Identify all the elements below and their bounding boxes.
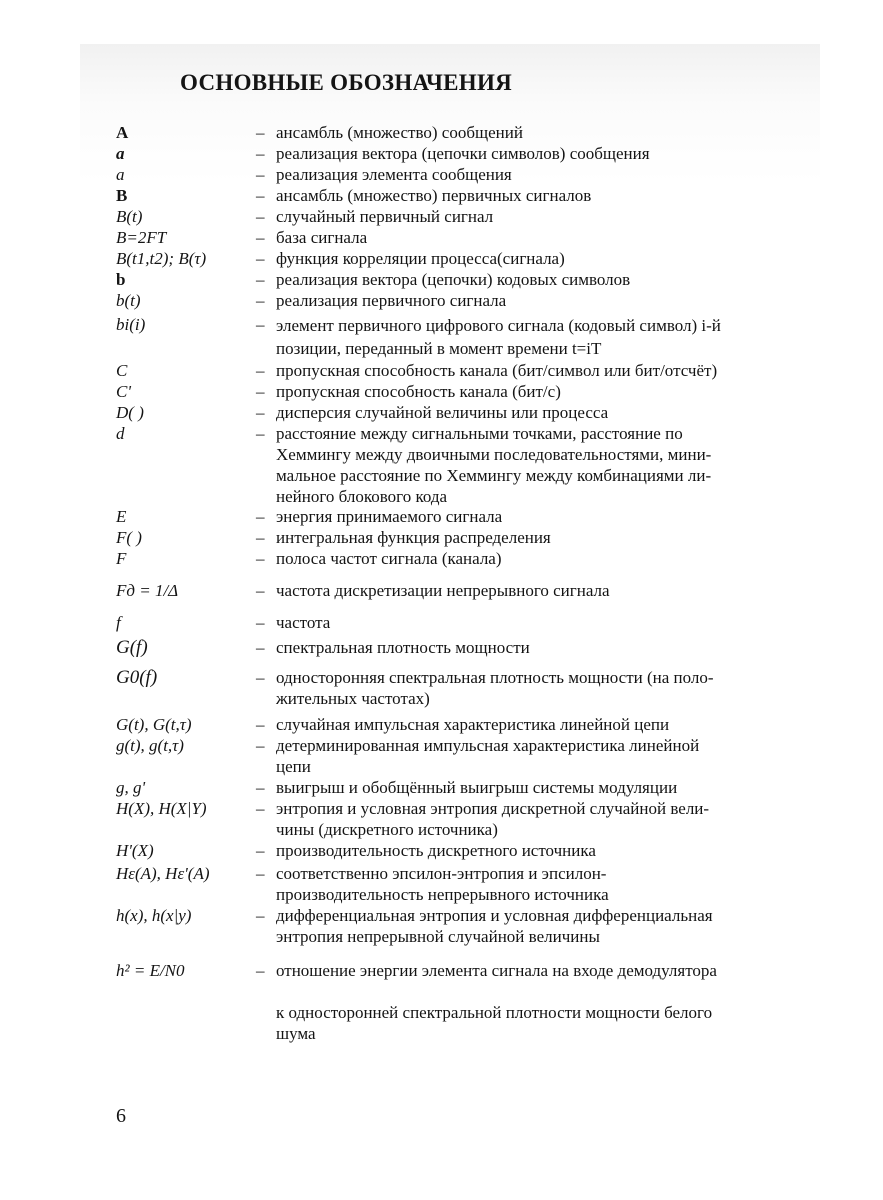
entry-symbol: b(t) [116,291,141,310]
entry-dash: – [256,778,265,797]
entry-definition: пропускная способность канала (бит/символ или бит/отсчёт) [276,361,718,380]
entry-symbol: f [116,613,121,632]
entry-symbol: F [116,549,127,568]
entry-row [0,960,883,1043]
entry-row [0,905,883,945]
entry-symbol: Fд = 1/Δ [116,581,179,600]
entry-row [0,667,883,707]
entry-dash: – [256,186,265,205]
entry-symbol: C' [116,382,131,401]
entry-definition: элемент первичного цифрового сигнала (кодовый символ) i-й позиции, переданный в момент времени t=iT [276,316,721,358]
page-number: 6 [116,1105,126,1127]
entry-symbol: B [116,186,128,205]
entry-definition: случайный первичный сигнал [276,207,494,226]
entry-dash: – [256,841,265,860]
entry-definition: производительность дискретного источника [276,841,596,860]
entry-dash: – [256,549,265,568]
entry-definition: полоса частот сигнала (канала) [276,549,502,568]
entry-symbol: g, g' [116,778,146,797]
entry-dash: – [256,581,265,600]
entry-definition: ансамбль (множество) сообщений [276,123,523,142]
entry-dash: – [256,315,265,334]
entry-symbol: G0(f) [116,667,158,688]
entry-definition: детерминированная импульсная характеристика линейной цепи [276,736,700,776]
entry-symbol: B(t) [116,207,143,226]
entry-symbol: E [116,507,127,526]
entry-dash: – [256,382,265,401]
entry-symbol: a [116,165,125,184]
entry-dash: – [256,424,265,443]
entry-symbol: G(f) [116,637,148,658]
entry-symbol: C [116,361,128,380]
entry-definition: дифференциальная энтропия и условная дифференциальная энтропия непрерывной случайной величины [276,906,713,946]
entry-definition: частота [276,613,331,632]
entry-dash: – [256,165,265,184]
entry-dash: – [256,123,265,142]
entry-dash: – [256,144,265,163]
entry-symbol: h² = E/N0 [116,961,185,980]
entry-symbol: bi(i) [116,315,146,334]
entry-definition: реализация вектора (цепочки символов) сообщения [276,144,650,163]
entry-symbol: H'(X) [116,841,154,860]
entry-symbol: Hε(A), Hε'(A) [116,864,210,883]
entry-definition: функция корреляции процесса(сигнала) [276,249,565,268]
entry-definition: реализация первичного сигнала [276,291,507,310]
entry-definition: пропускная способность канала (бит/с) [276,382,561,401]
entry-definition: энтропия и условная энтропия дискретной случайной вели- чины (дискретного источника) [276,799,710,839]
entry-dash: – [256,906,265,925]
entry-dash: – [256,249,265,268]
entry-definition: реализация элемента сообщения [276,165,512,184]
entry-dash: – [256,668,265,687]
entry-dash: – [256,403,265,422]
entry-symbol: B=2FT [116,228,167,247]
entry-symbol: F( ) [116,528,142,547]
entry-dash: – [256,361,265,380]
entry-dash: – [256,228,265,247]
entry-dash: – [256,291,265,310]
entry-symbol: H(X), H(X|Y) [116,799,207,818]
entry-symbol: G(t), G(t,τ) [116,715,192,734]
entry-definition: ансамбль (множество) первичных сигналов [276,186,592,205]
entry-definition: выигрыш и обобщённый выигрыш системы модуляции [276,778,678,797]
entry-dash: – [256,799,265,818]
entry-definition: соответственно эпсилон-энтропия и эпсилон- производительность непрерывного источника [276,864,609,904]
entry-row [0,863,883,903]
entry-row [0,735,883,775]
entry-symbol: h(x), h(x|y) [116,906,192,925]
entry-symbol: A [116,123,129,142]
entry-definition: отношение энергии элемента сигнала на входе демодулятора к односторонней спектральной плотности мощности белого шума [276,961,717,1043]
entry-definition: случайная импульсная характеристика линейной цепи [276,715,670,734]
entry-symbol: b [116,270,126,289]
entry-definition: интегральная функция распределения [276,528,551,547]
entry-definition: энергия принимаемого сигнала [276,507,503,526]
entry-dash: – [256,961,265,980]
entry-row [0,798,883,838]
entry-definition: база сигнала [276,228,368,247]
entry-dash: – [256,528,265,547]
entry-symbol: d [116,424,125,443]
entry-symbol: D( ) [116,403,144,422]
entry-definition: расстояние между сигнальными точками, расстояние по Хеммингу между двоичными последовательностями, мини- мальное расстояние по Хеммингу между комбинациями ли- нейного блокового кода [276,424,712,506]
entry-dash: – [256,207,265,226]
entry-dash: – [256,864,265,883]
entry-row [0,314,883,358]
entry-symbol: B(t1,t2); B(τ) [116,249,207,268]
entry-dash: – [256,507,265,526]
entry-dash: – [256,736,265,755]
entry-dash: – [256,715,265,734]
page-title: ОСНОВНЫЕ ОБОЗНАЧЕНИЯ [180,70,513,95]
entry-row [0,423,883,506]
entry-dash: – [256,613,265,632]
entry-dash: – [256,638,265,657]
entry-definition: односторонняя спектральная плотность мощности (на поло- жительных частотах) [276,668,714,708]
entry-definition: частота дискретизации непрерывного сигнала [276,581,610,600]
entry-definition: реализация вектора (цепочки) кодовых символов [276,270,631,289]
entry-symbol: g(t), g(t,τ) [116,736,184,755]
entry-definition: дисперсия случайной величины или процесса [276,403,609,422]
entry-dash: – [256,270,265,289]
entry-definition: спектральная плотность мощности [276,638,530,657]
entry-symbol: a [116,144,125,163]
